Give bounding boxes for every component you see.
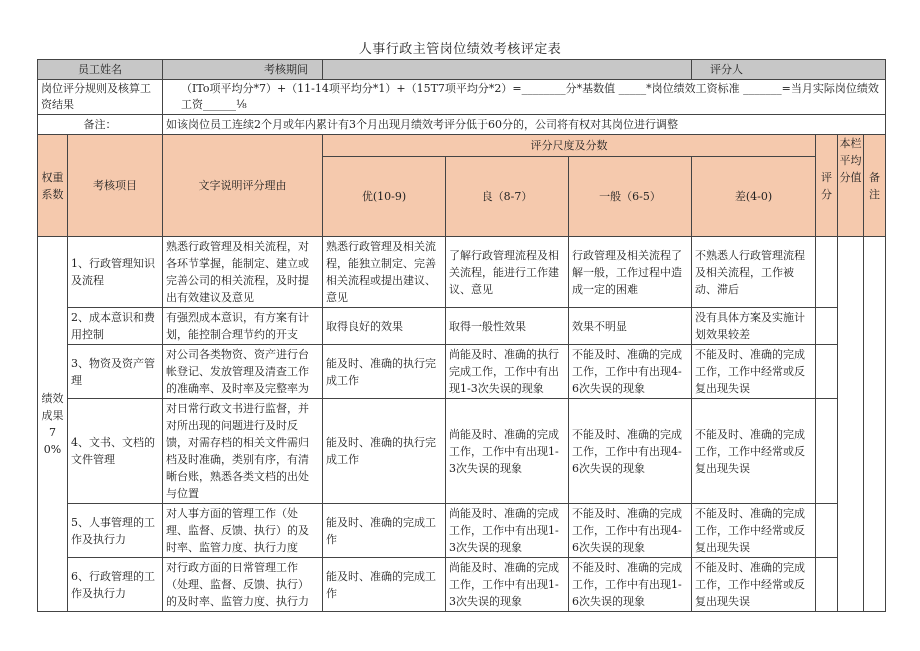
col-scale: 评分尺度及分数: [323, 135, 816, 157]
row-poor: 不能及时、准确的完成工作，工作中经常或反复出现失误: [692, 504, 816, 558]
row-good: 尚能及时、准确的完成工作，工作中有出现1-3次失误的现象: [446, 399, 569, 504]
table-row: [38, 558, 886, 612]
row-fair: 效果不明显: [569, 308, 692, 345]
period-label: 考核期间: [163, 60, 323, 80]
col-excellent: 优(10-9): [323, 157, 446, 237]
row-fair: 不能及时、准确的完成工作，工作中有出现1-6次失误的现象: [569, 558, 692, 612]
header-row: [38, 60, 886, 80]
row-item: 1、行政管理知识及流程: [68, 237, 163, 308]
row-item: 2、成本意识和费用控制: [68, 308, 163, 345]
row-good: 取得一般性效果: [446, 308, 569, 345]
row-item: 4、文书、文档的文件管理: [68, 399, 163, 504]
score-cell[interactable]: [816, 399, 838, 504]
group-weight: 绩效成果70%: [38, 237, 68, 612]
formula-row: [38, 80, 886, 115]
table-row: [38, 308, 886, 345]
page-title: 人事行政主管岗位绩效考核评定表: [358, 42, 562, 57]
row-desc: 对公司各类物资、资产进行台帐登记、发放管理及清查工作的准确率、及时率及完整率为: [163, 345, 323, 399]
row-excellent: 能及时、准确的完成工作: [323, 558, 446, 612]
score-cell[interactable]: [816, 237, 838, 308]
row-desc: 熟悉行政管理及相关流程，对各环节掌握，能制定、建立或完善公司的相关流程，及时提出有效建议及意见: [163, 237, 323, 308]
col-desc: 文字说明评分理由: [163, 135, 323, 237]
row-good: 尚能及时、准确的完成工作，工作中有出现1-3次失误的现象: [446, 558, 569, 612]
column-header-row-1: [38, 135, 886, 157]
row-excellent: 能及时、准确的完成工作: [323, 504, 446, 558]
score-cell[interactable]: [816, 308, 838, 345]
row-fair: 不能及时、准确的完成工作，工作中有出现4-6次失误的现象: [569, 345, 692, 399]
row-item: 3、物资及资产管理: [68, 345, 163, 399]
row-poor: 不熟悉人行政管理流程及相关流程，工作被动、滞后: [692, 237, 816, 308]
employee-name-label: 员工姓名: [38, 60, 163, 80]
appraisal-table: [37, 59, 886, 612]
row-excellent: 熟悉行政管理及相关流程，能独立制定、完善相关流程或提出建议、意见: [323, 237, 446, 308]
row-desc: 有强烈成本意识，有方案有计划，能控制合理节约的开支: [163, 308, 323, 345]
row-fair: 不能及时、准确的完成工作，工作中有出现4-6次失误的现象: [569, 399, 692, 504]
row-desc: 对人事方面的管理工作（处理、监督、反馈、执行）的及时率、监管力度、执行力度: [163, 504, 323, 558]
score-cell[interactable]: [816, 504, 838, 558]
remark-text: 如该岗位员工连续2个月或年内累计有3个月出现月绩效考评分低于60分的，公司将有权对其岗位进行调整: [163, 115, 886, 135]
col-note: 备注: [864, 135, 886, 237]
table-row: [38, 504, 886, 558]
row-poor: 不能及时、准确的完成工作，工作中经常或反复出现失误: [692, 345, 816, 399]
rater-label: 评分人: [692, 60, 886, 80]
table-row: [38, 345, 886, 399]
col-score: 评分: [816, 135, 838, 237]
row-poor: 没有具体方案及实施计划效果较差: [692, 308, 816, 345]
row-good: 尚能及时、准确的执行完成工作，工作中有出现1-3次失误的现象: [446, 345, 569, 399]
row-desc: 对行政方面的日常管理工作（处理、监督、反馈、执行）的及时率、监管力度、执行力: [163, 558, 323, 612]
col-avg: 本栏平均分值: [838, 135, 864, 237]
row-fair: 行政管理及相关流程了解一般，工作过程中造成一定的困难: [569, 237, 692, 308]
row-fair: 不能及时、准确的完成工作，工作中有出现4-6次失误的现象: [569, 504, 692, 558]
row-item: 6、行政管理的工作及执行力: [68, 558, 163, 612]
row-excellent: 能及时、准确的执行完成工作: [323, 399, 446, 504]
avg-cell[interactable]: [838, 237, 864, 612]
row-excellent: 取得良好的效果: [323, 308, 446, 345]
row-good: 尚能及时、准确的完成工作，工作中有出现1-3次失误的现象: [446, 504, 569, 558]
col-weight: 权重系数: [38, 135, 68, 237]
col-fair: 一般（6-5）: [569, 157, 692, 237]
formula-text: （ITo项平均分*7）+（11-14项平均分*1）+（15T7项平均分*2）=________分*基数值 _____*岗位绩效工资标准 _______=当月实际岗位绩效工资______⅛: [163, 80, 886, 115]
table-row: [38, 237, 886, 308]
row-poor: 不能及时、准确的完成工作，工作中经常或反复出现失误: [692, 558, 816, 612]
row-desc: 对日常行政文书进行监督，并对所出现的问题进行及时反馈，对需存档的相关文件需归档及时准确，类别有序，有清晰台账，熟悉各类文档的出处与位置: [163, 399, 323, 504]
col-poor: 差(4-0): [692, 157, 816, 237]
remark-row: [38, 115, 886, 135]
row-item: 5、人事管理的工作及执行力: [68, 504, 163, 558]
row-excellent: 能及时、准确的执行完成工作: [323, 345, 446, 399]
formula-label: 岗位评分规则及核算工资结果: [38, 80, 163, 115]
remark-label: 备注：: [38, 115, 163, 135]
col-good: 良（8-7）: [446, 157, 569, 237]
row-poor: 不能及时、准确的完成工作，工作中经常或反复出现失误: [692, 399, 816, 504]
row-good: 了解行政管理流程及相关流程，能进行工作建议、意见: [446, 237, 569, 308]
score-cell[interactable]: [816, 345, 838, 399]
note-cell[interactable]: [864, 237, 886, 612]
period-field[interactable]: [323, 60, 692, 80]
score-cell[interactable]: [816, 558, 838, 612]
col-item: 考核项目: [68, 135, 163, 237]
table-row: [38, 399, 886, 504]
